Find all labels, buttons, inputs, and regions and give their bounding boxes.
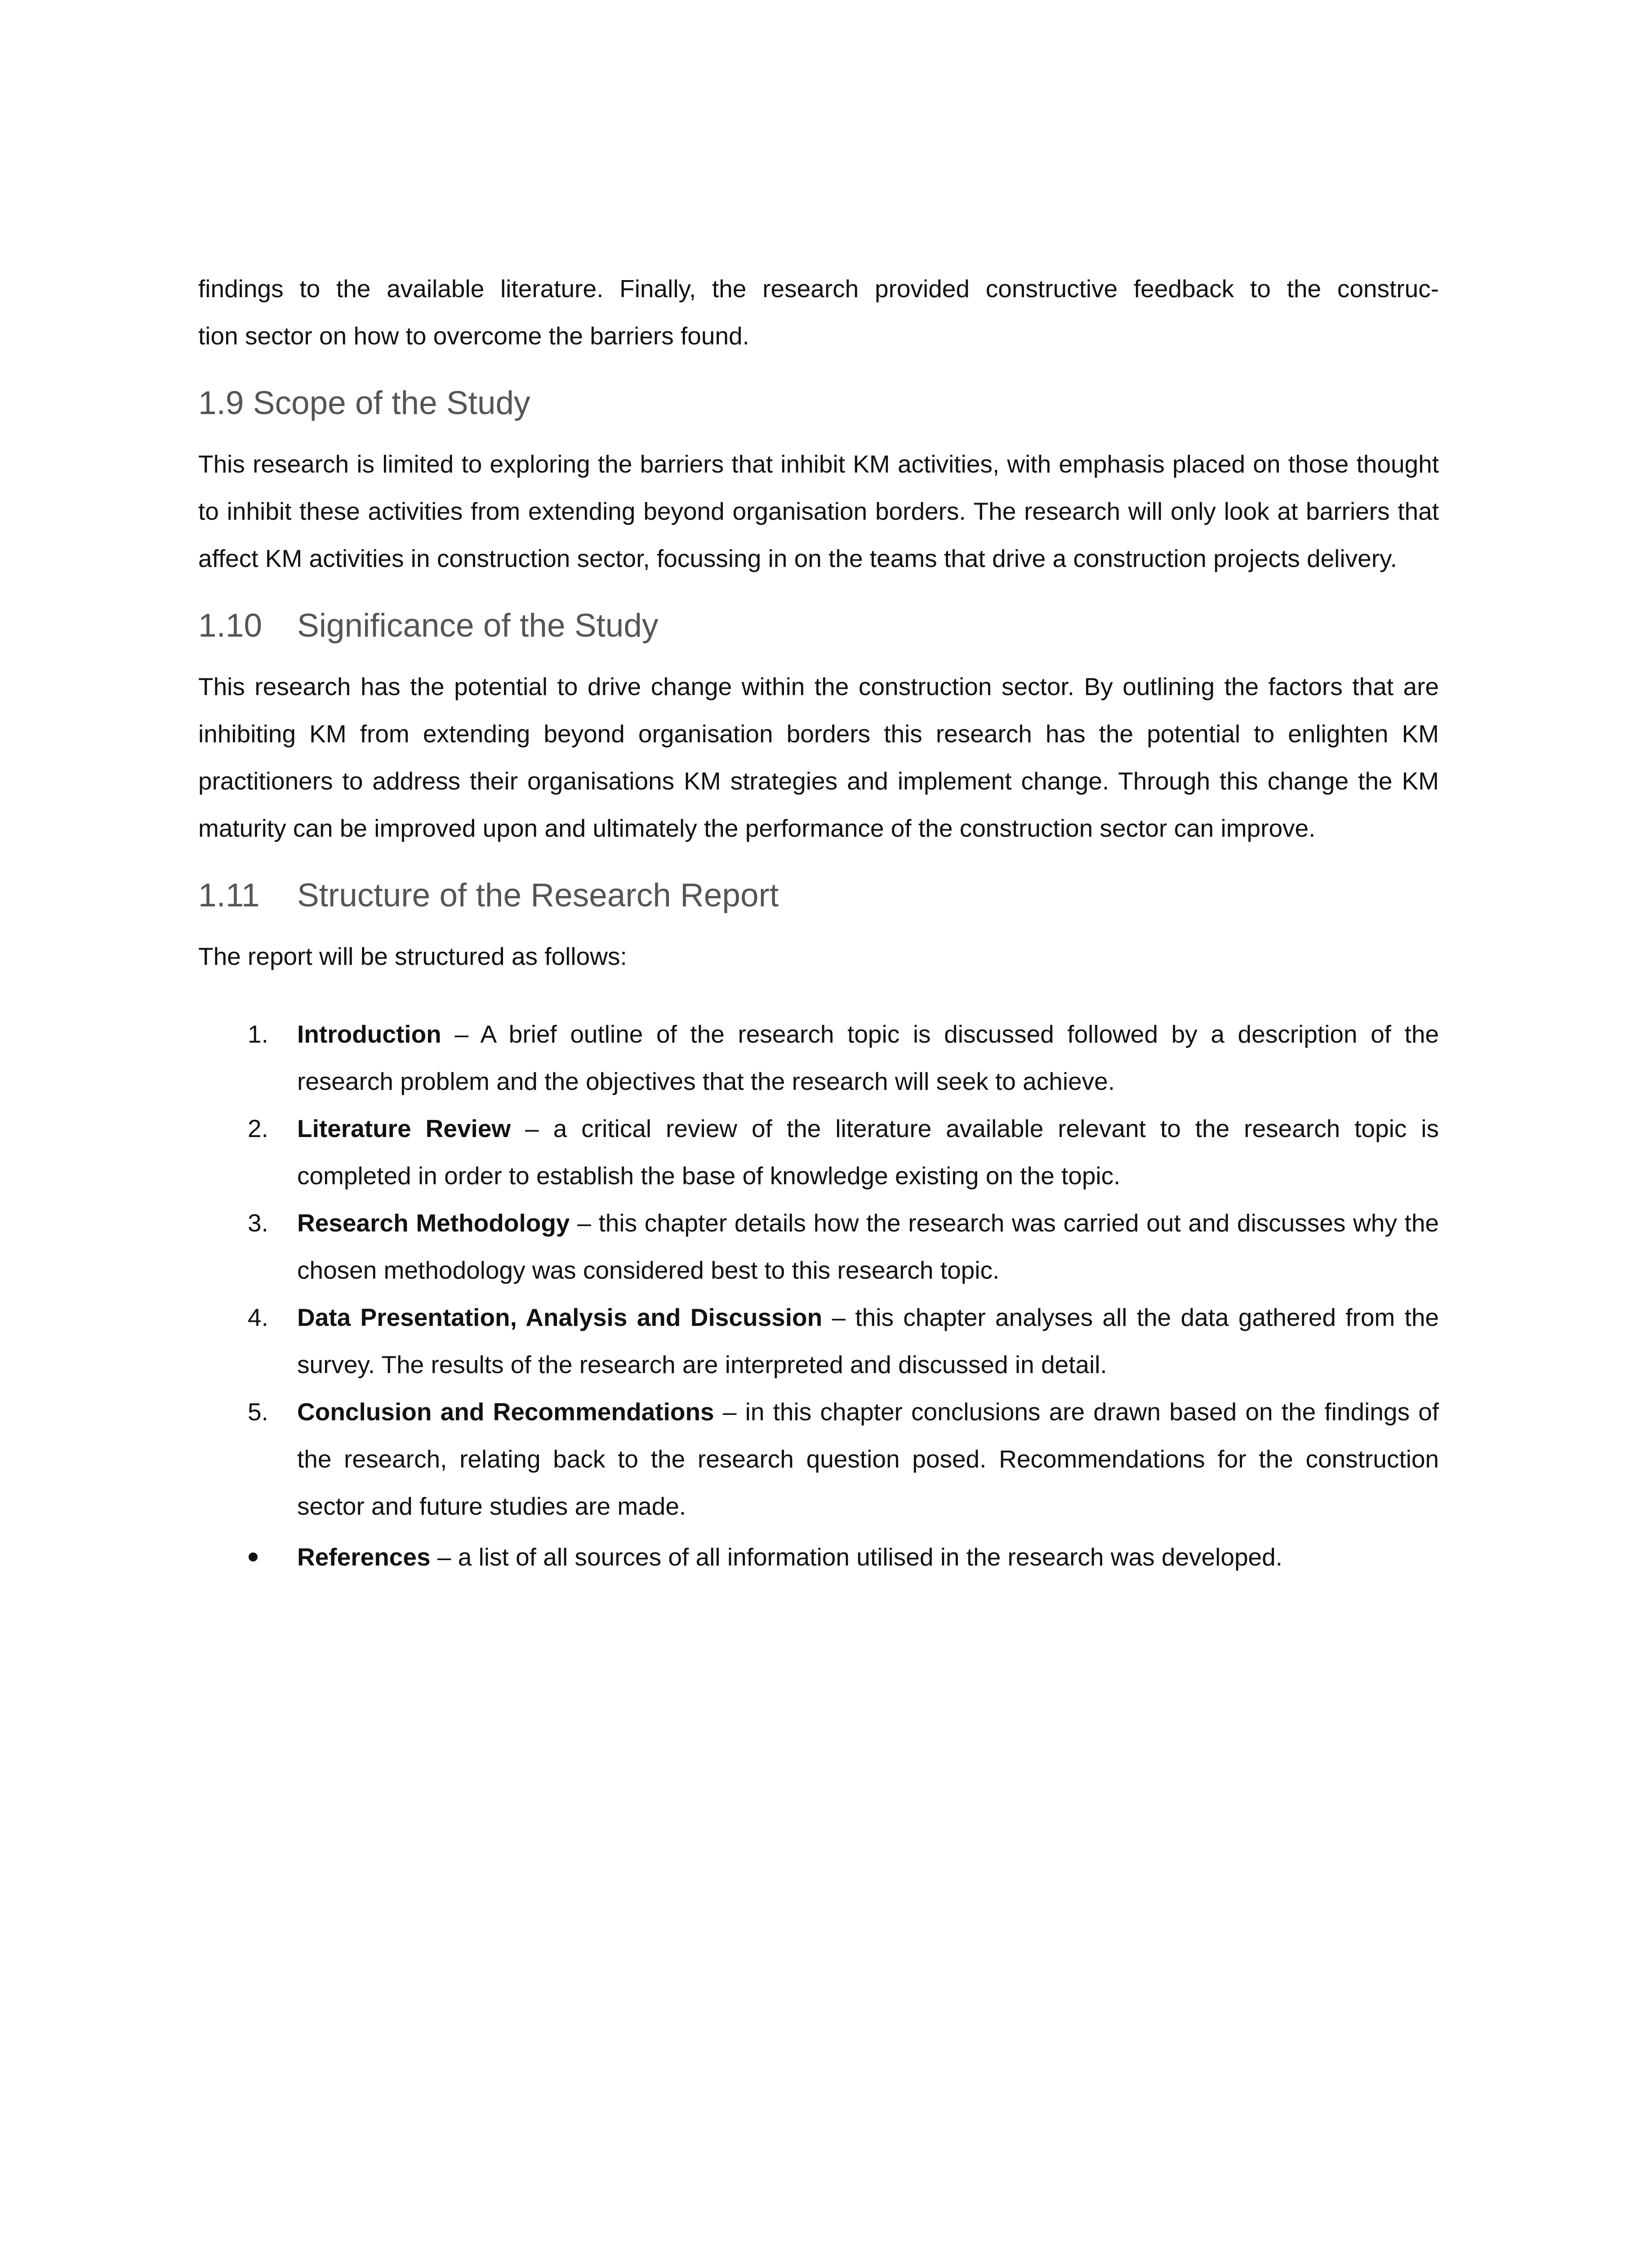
list-marker: 5. [248, 1398, 268, 1426]
list-item-text: – A brief outline of the research topic is discussed followed by a description of the research problem and the objectives that the research will seek to achieve. [297, 1020, 1439, 1095]
section-title: Structure of the Research Report [297, 877, 779, 914]
list-item-text: – a list of all sources of all information utilised in the research was developed. [430, 1543, 1283, 1571]
list-item-title: Conclusion and Recommendations [297, 1398, 714, 1426]
intro-line-1: findings to the available literature. Finally, the research provided constructive feedback to the construc- [198, 275, 1439, 303]
list-item-text: – this chapter analyses all the data gathered from the survey. The results of the research are interpreted and discussed in detail. [297, 1303, 1439, 1378]
intro-line-2: tion sector on how to overcome the barriers found. [198, 322, 749, 350]
list-marker: 4. [248, 1303, 268, 1331]
list-item [198, 1294, 1439, 1388]
bullet-icon [249, 1552, 258, 1561]
section-number: 1.10 [198, 607, 263, 644]
list-item [198, 1011, 1439, 1105]
significance-paragraph: This research has the potential to drive change within the construction sector. By outlining the factors that are inhibiting KM from extending beyond organisation borders this research has the potential to enlighten KM practitioners to address their organisations KM strategies and implement change. Through this change the KM maturity can be improved upon and ultimately the performance of the construction sector can improve. [198, 673, 1439, 842]
section-number: 1.9 [198, 385, 244, 421]
list-item-text: – in this chapter conclusions are drawn based on the findings of the research, relating back to the research question posed. Recommendations for the construction sector and future studies are made. [297, 1398, 1439, 1520]
section-heading-structure [198, 875, 1439, 916]
list-item-title: References [297, 1543, 431, 1571]
list-item-text: – this chapter details how the research was carried out and discusses why the chosen methodology was considered best to this research topic. [297, 1209, 1439, 1284]
structure-intro: The report will be structured as follows: [198, 942, 627, 970]
list-marker: 1. [248, 1020, 268, 1048]
section-heading-scope [198, 383, 1439, 424]
intro-paragraph [198, 265, 1439, 360]
list-marker: 3. [248, 1209, 268, 1237]
list-item-title: Introduction [297, 1020, 441, 1048]
list-marker: 2. [248, 1115, 268, 1142]
section-heading-significance [198, 606, 1439, 646]
scope-paragraph: This research is limited to exploring the barriers that inhibit KM activities, with emphasis placed on those thought to inhibit these activities from extending beyond organisation borders. The research will only look at barriers that affect KM activities in construction sector, focussing in on the teams that drive a construction projects delivery. [198, 450, 1439, 572]
list-item [198, 1200, 1439, 1294]
page-content [198, 265, 1439, 1581]
section-title: Significance of the Study [297, 607, 659, 644]
list-item [198, 1105, 1439, 1200]
list-item-title: Literature Review [297, 1115, 511, 1142]
structure-list [198, 1011, 1439, 1581]
bullet-list-item [198, 1534, 1439, 1581]
list-item-title: Data Presentation, Analysis and Discussion [297, 1303, 823, 1331]
list-item-text: – a critical review of the literature available relevant to the research topic is completed in order to establish the base of knowledge existing on the topic. [297, 1115, 1439, 1190]
section-number: 1.11 [198, 877, 260, 914]
list-item [198, 1388, 1439, 1530]
list-item-title: Research Methodology [297, 1209, 570, 1237]
section-title: Scope of the Study [253, 385, 530, 421]
